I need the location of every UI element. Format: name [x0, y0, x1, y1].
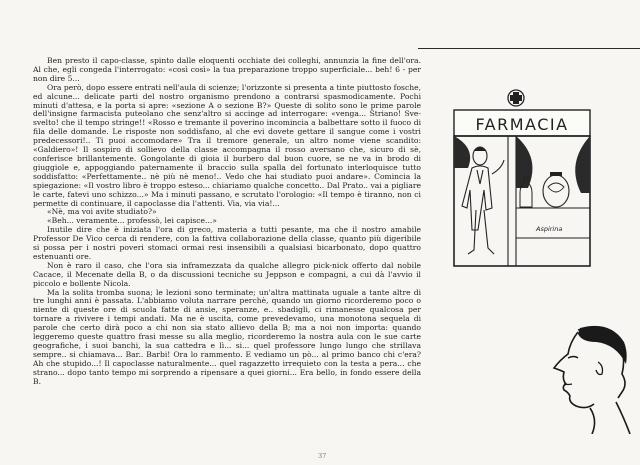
- pharmacy-cross-emblem: [508, 90, 524, 106]
- dialogue-line: «Beh... veramente... professò, lei capisce...»: [47, 216, 217, 226]
- bottle-label: Aspirina: [536, 225, 563, 233]
- sign-text: FARMACIA: [475, 115, 569, 134]
- pharmacy-illustration: [446, 88, 596, 270]
- header-rule: [418, 48, 640, 49]
- paragraph: Ma la solita tromba suona; le lezioni sono terminate; un'altra mattinata uguale a tante altre di tre lunghi anni è passata. L'abbiamo voluta narrare perchè, quando un giorno ricorderemo poco o niente di queste ore di scuola fatte di ansie, speranze, e.. sbadigli, ci rimanesse qualcosa per tornare a rivivere i tempi andati. Ma ne è uscita, come prevedevamo, una monotona sequela di parole che certo dirà poco a chi non sia stato allievo della B; ma a noi non importa: quando leggeremo queste quattro frasi messe su alla meglio, ricorderemo la nostra aula con le sue carte geografiche, i suoi banchi, la sua cattedra e lì... si... quel professore lungo lungo che strillava sempre.. si chiamava... Bar.. Barbi! Ora lo rammento. E vediamo un pò... al primo banco chi c'era? Ah che stupido...! Il capoclasse naturalmente... quel ragazzetto irrequieto con la testa a pera... che strano... dopo tanto tempo mi sorprendo a ripensare a quei giorni... Era bello, in fondo essere della B.: [33, 287, 421, 386]
- profile-portrait: [518, 322, 638, 434]
- paragraph: Ben presto il capo-classe, spinto dalle eloquenti occhiate dei colleghi, annunzia la fine dell'ora. Al che, egli congeda l'interrogato: «così così» la tua preparazione troppo superficiale... beh! 6 - per non dire 5...: [33, 56, 421, 83]
- paragraph: Ora però, dopo essere entrati nell'aula di scienze; l'orizzonte si presenta a tinte piuttosto fosche, ed alcune... delicate parti del nostro organismo prendono a contrarsi spasmodicamente. Pochi minuti d'attesa, e la porta si apre: «sezione A o sezione B?» Queste di solito sono le prime parole dell'insigne farmacista puteolano che senz'altro si accinge ad interrogare: «venga... Striano! Sve-svelto! che il tempo stringe!! «Rosso e tremante il poverino incomincia a balbettare sotto il fuoco di fila delle domande. Le risposte non soddisfano, al che evi dovete gettare il sangue come i vostri predecessori!.. Ti puoi accomodare» Tra il tremore generale, un altro nome viene scandito: «Galdiero»! Il sospiro di sollievo della classe accompagna il rosso aversano che, sicuro di sè, conferisce brillantemente. Gongolante di gioia il burbero dal buon cuore, se ne va in brodo di giuggiole e, appoggiando paternamente il braccio sulla spalla del fortunato interloquisce tutto soddisfatto: «Perfettamente.. nè più nè meno!.. Vedo che hai studiato puoi andare». Comincia la spiegazione: «Il vostro libro è troppo esteso... chiariamo qualche concetto.. Dal Prato.. vai a pigliare le carte, fatevi uno schizzo...» Ma i minuti passano, e scrutato l'orologio: «Il tempo è tiranno, non ci permette di continuare, il capoclasse dia l'attenti. Via, via via!...: [33, 82, 421, 208]
- body-text: [33, 57, 421, 387]
- dialogue-line: «Nè, ma voi avite studiato?»: [47, 207, 157, 217]
- paragraph: Non è raro il caso, che l'ora sia inframezzata da qualche allegro pick-nick offerto dal nobile Cacace, il Mecenate della B, o da discussioni tecniche su Jeppson e compagni, a cui dà l'avvio il piccolo e bollente Nicola.: [33, 260, 421, 288]
- apothecary-jar: [543, 172, 569, 207]
- page-number: 37: [318, 452, 327, 460]
- paragraph: Inutile dire che è iniziata l'ora di greco, materia a tutti pesante, ma che il nostro amabile Professor De Vico cerca di rendere, con la fattiva collaborazione della classe, quanto più digeribile si possa per i nostri poveri stomaci ormai resi insensibili a qualsiasi bicarbonato, dopo quattro estenuanti ore.: [33, 225, 421, 261]
